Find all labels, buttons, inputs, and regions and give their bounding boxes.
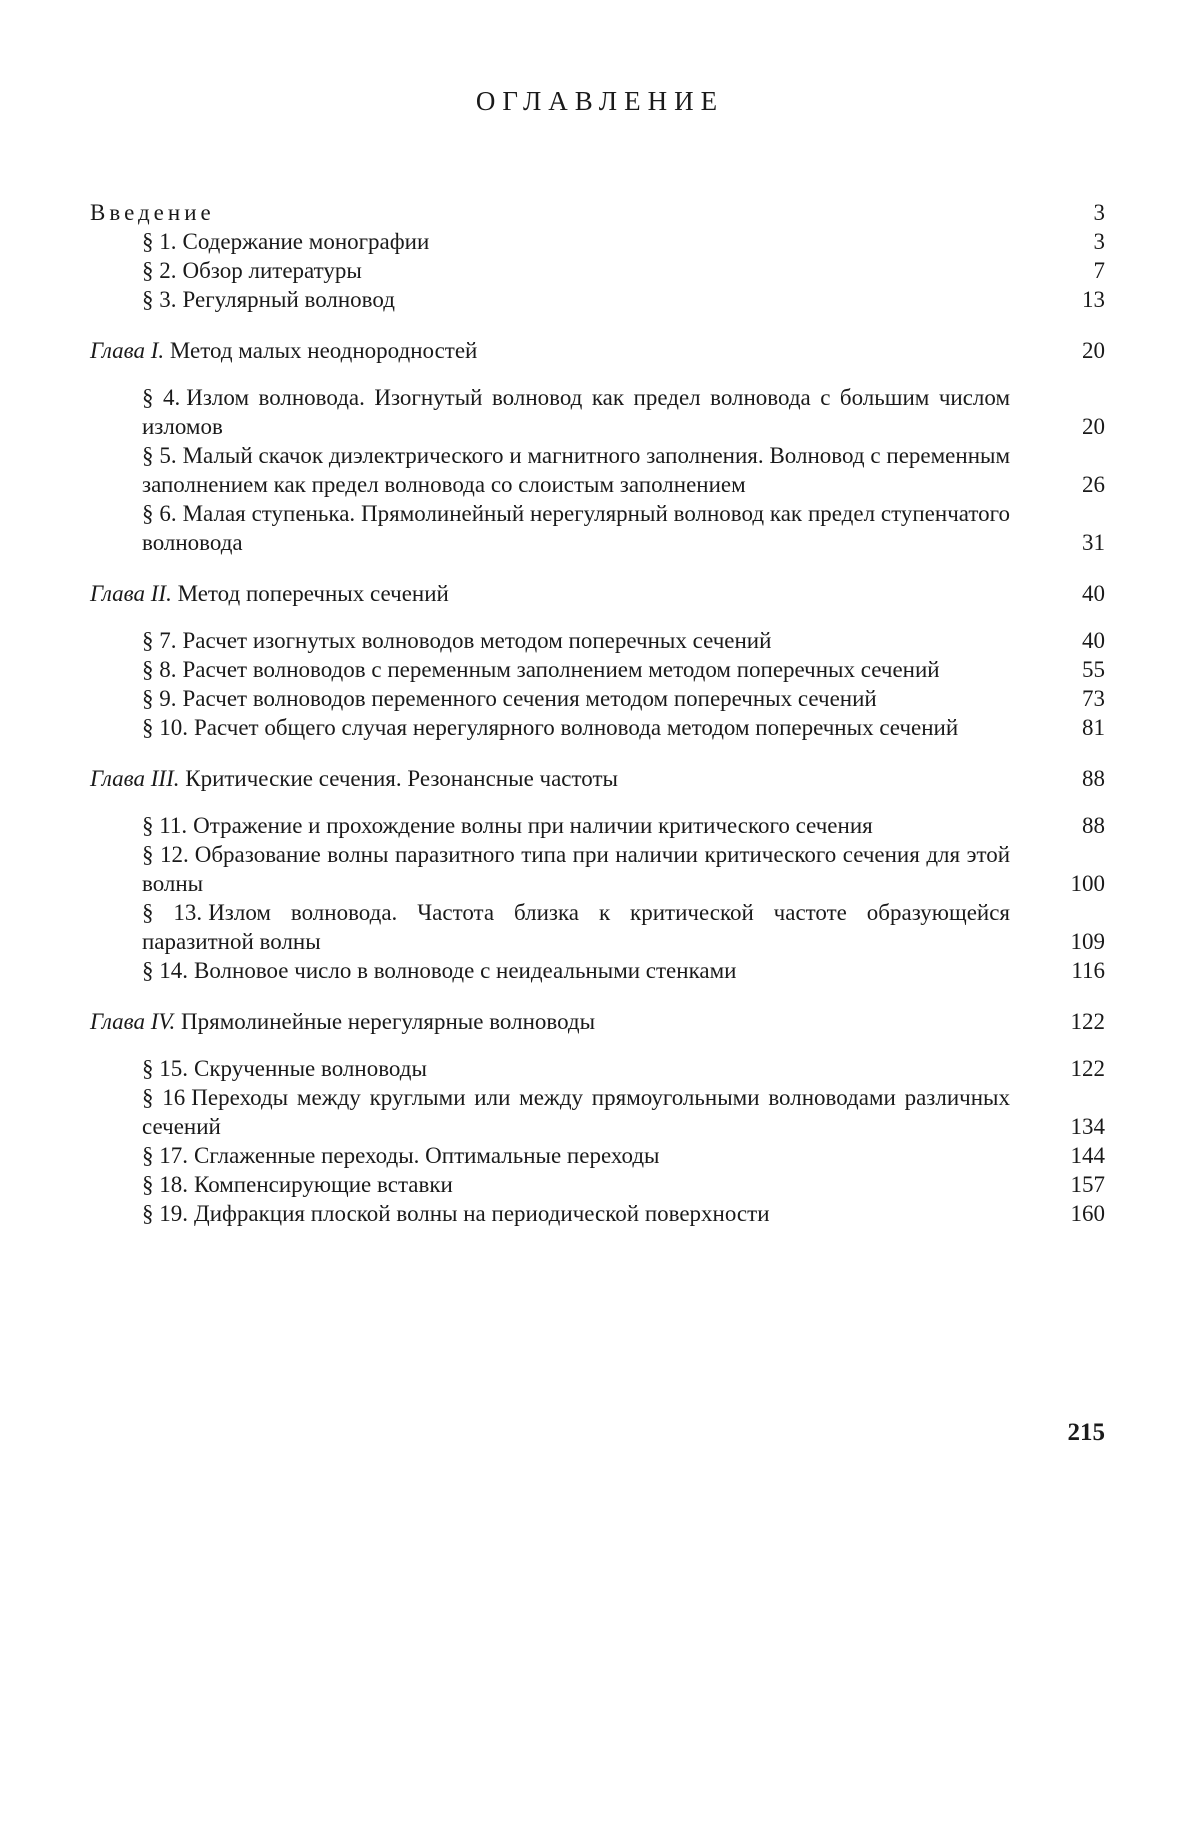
toc-page-number: 144 xyxy=(1070,1143,1105,1168)
toc-section-title: Скрученные волноводы xyxy=(194,1056,427,1081)
page-title: ОГЛАВЛЕНИЕ xyxy=(475,86,725,116)
toc-section-title: Регулярный волновод xyxy=(182,287,395,312)
toc-page-number: 81 xyxy=(1082,715,1105,740)
toc-section-number: § 14. xyxy=(142,958,188,983)
toc-section-entry xyxy=(142,1170,1105,1199)
toc-entry-label: Введение xyxy=(90,200,215,225)
toc-section-entry xyxy=(142,285,1105,314)
page-number: 215 xyxy=(1067,1419,1105,1446)
toc-intro-entry xyxy=(90,198,1105,227)
toc-chapter-title: Прямолинейные нерегулярные волноводы xyxy=(181,1009,596,1034)
toc-section-title: Обзор литературы xyxy=(182,258,362,283)
toc-page-number: 73 xyxy=(1082,686,1105,711)
toc-section-entry xyxy=(142,1199,1105,1228)
toc-section-number: § 5. xyxy=(142,443,177,468)
table-of-contents xyxy=(90,198,1105,1228)
toc-section-number: § 15. xyxy=(142,1056,188,1081)
toc-section-title: Содержание монографии xyxy=(182,229,430,254)
toc-page-number: 55 xyxy=(1082,657,1105,682)
toc-chapter-title: Критические сечения. Резонансные частоты xyxy=(185,766,618,791)
toc-chapter-entry xyxy=(90,336,1105,365)
toc-page-number: 20 xyxy=(1082,338,1105,363)
toc-page-number: 7 xyxy=(1093,258,1105,283)
toc-section-title: Расчет изогнутых волноводов методом поперечных сечений xyxy=(182,628,772,653)
toc-section-title: Сглаженные переходы. Оптимальные переходы xyxy=(194,1143,660,1168)
toc-section-title: Излом волновода. Изогнутый волновод как предел волновода с большим числом изломов xyxy=(142,385,1011,439)
toc-section-entry xyxy=(142,227,1105,256)
toc-section-entry xyxy=(142,626,1105,655)
toc-section-number: § 4. xyxy=(142,385,181,410)
toc-page-number: 88 xyxy=(1082,766,1105,791)
toc-section-number: § 6. xyxy=(142,501,177,526)
toc-section-entry xyxy=(142,840,1105,898)
toc-page-number: 26 xyxy=(1082,472,1105,497)
toc-section-title: Компенсирующие вставки xyxy=(194,1172,453,1197)
toc-page-number: 3 xyxy=(1093,200,1105,225)
toc-section-entry xyxy=(142,713,1105,742)
toc-page-number: 157 xyxy=(1070,1172,1105,1197)
toc-chapter-label: Глава I. xyxy=(90,338,165,363)
toc-section-title: Малая ступенька. Прямолинейный нерегулярный волновод как предел ступенчатого волновода xyxy=(142,501,1010,555)
toc-section-title: Расчет общего случая нерегулярного волновода методом поперечных сечений xyxy=(194,715,959,740)
toc-page-number: 160 xyxy=(1070,1201,1105,1226)
toc-section-entry xyxy=(142,256,1105,285)
toc-section-entry xyxy=(142,811,1105,840)
toc-section-number: § 8. xyxy=(142,657,177,682)
toc-section-number: § 17. xyxy=(142,1143,188,1168)
toc-page-number: 40 xyxy=(1082,628,1105,653)
toc-chapter-label: Глава III. xyxy=(90,766,180,791)
toc-section-title: Малый скачок диэлектрического и магнитного заполнения. Волновод с переменным заполнением как предел волновода со слоистым заполнением xyxy=(142,443,1011,497)
toc-page-number: 100 xyxy=(1070,871,1105,896)
toc-section-entry xyxy=(142,655,1105,684)
toc-section-title: Переходы между круглыми или между прямоугольными волноводами различных сечений xyxy=(142,1085,1011,1139)
toc-section-number: § 18. xyxy=(142,1172,188,1197)
toc-section-number: § 1. xyxy=(142,229,177,254)
toc-section-number: § 7. xyxy=(142,628,177,653)
toc-chapter-title: Метод поперечных сечений xyxy=(177,581,449,606)
toc-section-number: § 19. xyxy=(142,1201,188,1226)
toc-chapter-label: Глава II. xyxy=(90,581,172,606)
toc-section-title: Расчет волноводов переменного сечения методом поперечных сечений xyxy=(182,686,877,711)
toc-section-title: Излом волновода. Частота близка к критической частоте образующейся паразитной волны xyxy=(142,900,1011,954)
toc-section-title: Волновое число в волноводе с неидеальными стенками xyxy=(194,958,737,983)
toc-section-title: Отражение и прохождение волны при наличии критического сечения xyxy=(193,813,873,838)
toc-page-number: 31 xyxy=(1082,530,1105,555)
toc-section-entry xyxy=(142,956,1105,985)
toc-section-number: § 11. xyxy=(142,813,188,838)
toc-section-title: Расчет волноводов с переменным заполнением методом поперечных сечений xyxy=(182,657,940,682)
toc-section-entry xyxy=(142,1083,1105,1141)
toc-section-entry xyxy=(142,1054,1105,1083)
toc-page-number: 116 xyxy=(1071,958,1105,983)
toc-section-number: § 10. xyxy=(142,715,188,740)
toc-page-number: 20 xyxy=(1082,414,1105,439)
toc-section-title: Дифракция плоской волны на периодической поверхности xyxy=(194,1201,770,1226)
toc-chapter-entry xyxy=(90,579,1105,608)
toc-section-number: § 3. xyxy=(142,287,177,312)
toc-page-number: 88 xyxy=(1082,813,1105,838)
toc-section-title: Образование волны паразитного типа при наличии критического сечения для этой волны xyxy=(142,842,1010,896)
toc-chapter-entry xyxy=(90,1007,1105,1036)
toc-section-number: § 9. xyxy=(142,686,177,711)
toc-section-number: § 2. xyxy=(142,258,177,283)
toc-section-number: § 13. xyxy=(142,900,203,925)
toc-section-entry xyxy=(142,499,1105,557)
toc-page-number: 109 xyxy=(1070,929,1105,954)
toc-chapter-title: Метод малых неоднородностей xyxy=(169,338,478,363)
toc-chapter-label: Глава IV. xyxy=(90,1009,176,1034)
toc-section-number: § 12. xyxy=(142,842,189,867)
toc-page-number: 122 xyxy=(1070,1009,1105,1034)
toc-chapter-entry xyxy=(90,764,1105,793)
toc-page-number: 13 xyxy=(1082,287,1105,312)
toc-section-entry xyxy=(142,898,1105,956)
toc-section-entry xyxy=(142,441,1105,499)
toc-section-entry xyxy=(142,1141,1105,1170)
toc-page-number: 40 xyxy=(1082,581,1105,606)
toc-page-number: 3 xyxy=(1093,229,1105,254)
toc-section-entry xyxy=(142,383,1105,441)
toc-page-number: 122 xyxy=(1070,1056,1105,1081)
toc-section-entry xyxy=(142,684,1105,713)
toc-section-number: § 16 xyxy=(142,1085,186,1110)
toc-page-number: 134 xyxy=(1070,1114,1105,1139)
